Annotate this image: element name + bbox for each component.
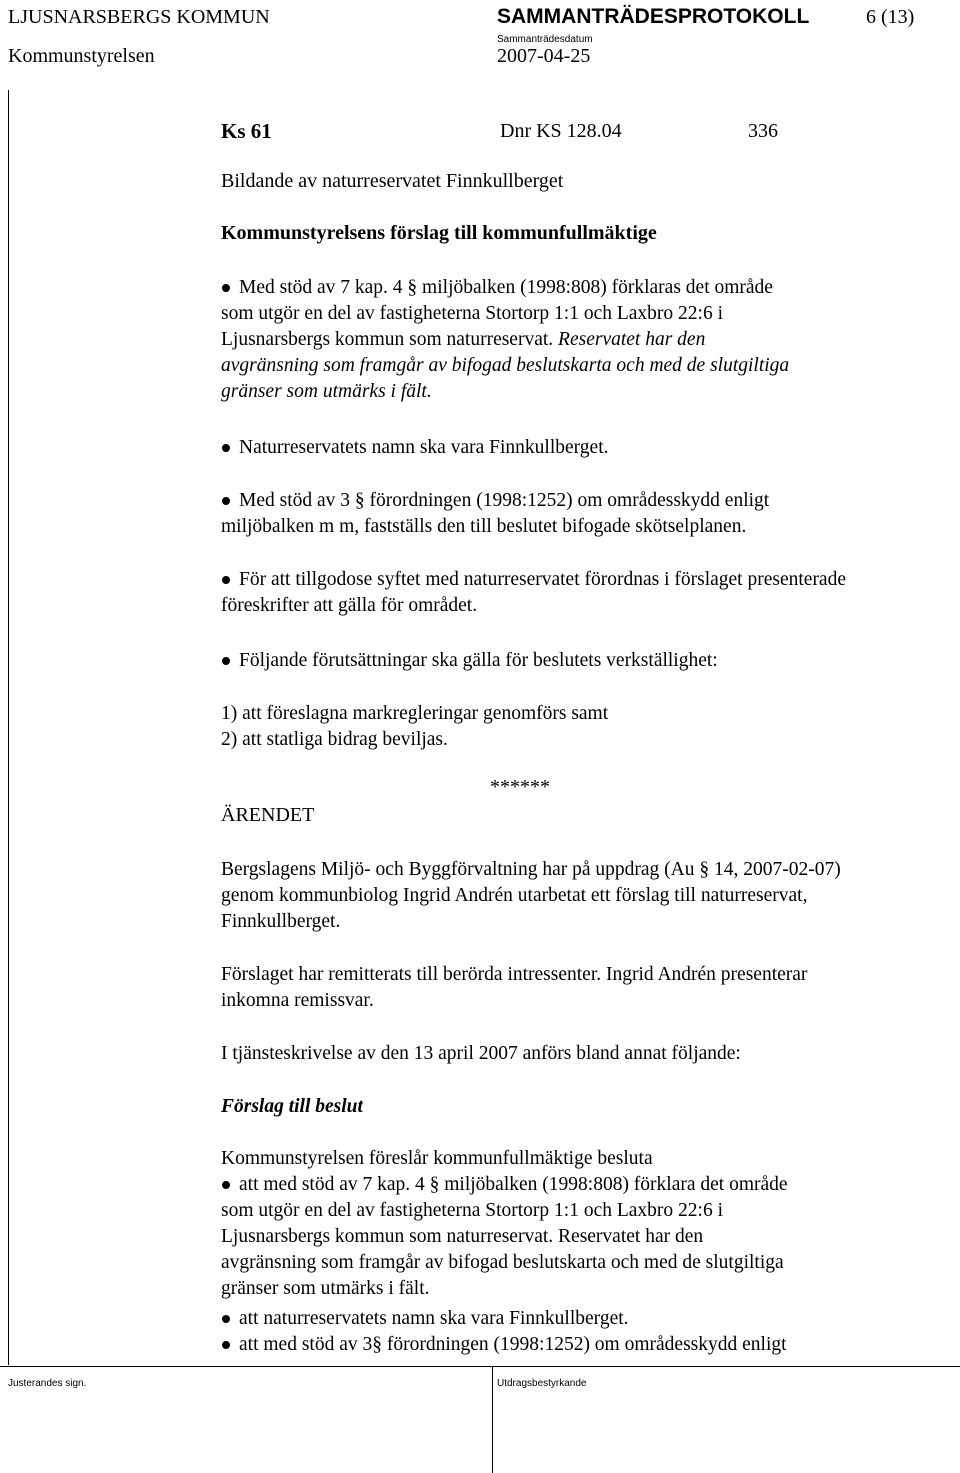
bullet-icon [222,657,230,665]
condition-2: 2) att statliga bidrag beviljas. [221,729,448,750]
proposal-item-1-line: som utgör en del av fastigheterna Stortorp 1:1 och Laxbro 22:6 i [221,303,724,324]
arende-paragraph-4: Kommunstyrelsen föreslår kommunfullmäktige besluta [221,1148,653,1169]
committee-name: Kommunstyrelsen [8,45,155,67]
proposal-item-2: Naturreservatets namn ska vara Finnkullberget. [239,437,609,458]
arende-paragraph-1-line: genom kommunbiolog Ingrid Andrén utarbetat ett förslag till naturreservat, [221,885,808,906]
case-dnr: Dnr KS 128.04 [500,120,622,142]
decision-item-1-line: gränser som utmärks i fält. [221,1278,430,1299]
decision-item-1-line: som utgör en del av fastigheterna Stortorp 1:1 och Laxbro 22:6 i [221,1200,724,1221]
decision-item-3: att med stöd av 3§ förordningen (1998:1252) om områdesskydd enligt [239,1334,787,1355]
case-subtitle: Kommunstyrelsens förslag till kommunfullmäktige [221,222,657,244]
proposal-item-1-line: Ljusnarsbergs kommun som naturreservat. [221,329,554,350]
footer-divider [492,1366,493,1473]
proposal-item-1-line: Med stöd av 7 kap. 4 § miljöbalken (1998:808) förklaras det område [239,277,773,298]
bullet-icon [222,1315,230,1323]
arende-paragraph-3: I tjänsteskrivelse av den 13 april 2007 anförs bland annat följande: [221,1043,741,1064]
arende-paragraph-1-line: Bergslagens Miljö- och Byggförvaltning har på uppdrag (Au § 14, 2007-02-07) [221,859,841,880]
section-heading-arendet: ÄRENDET [221,804,315,826]
proposal-item-1-italic-line: avgränsning som framgår av bifogad beslutskarta och med de slutgiltiga [221,355,790,376]
proposal-item-4 [221,567,846,619]
proposal-item-1-italic-line: gränser som utmärks i fält. [221,381,432,402]
proposal-item-1 [221,275,789,405]
doc-title: SAMMANTRÄDESPROTOKOLL [497,5,810,28]
footer-top-line [0,1366,960,1367]
arende-paragraph-2 [221,962,807,1014]
meeting-date: 2007-04-25 [497,45,591,67]
arende-paragraph-2-line: Förslaget har remitterats till berörda intressenter. Ingrid Andrén presenterar [221,964,808,985]
separator-stars: ****** [490,776,550,798]
condition-1: 1) att föreslagna markregleringar genomförs samt [221,703,609,724]
proposal-item-5: Följande förutsättningar ska gälla för beslutets verkställighet: [239,650,718,671]
bullet-icon [222,1341,230,1349]
date-label: Sammanträdesdatum [497,34,593,45]
left-margin-line [8,90,9,1365]
arende-paragraph-1-line: Finnkullberget. [221,911,341,932]
proposal-item-3 [221,488,769,540]
footer-signature-label: Justerandes sign. [8,1378,87,1389]
case-title: Bildande av naturreservatet Finnkullberget [221,170,564,192]
decision-item-1-line: att med stöd av 7 kap. 4 § miljöbalken (1998:808) förklara det område [239,1174,788,1195]
case-number: Ks 61 [221,119,272,143]
decision-item-1 [221,1172,788,1302]
footer-certification-label: Utdragsbestyrkande [497,1378,587,1389]
arende-paragraph-2-line: inkomna remissvar. [221,990,374,1011]
arende-paragraph-1 [221,857,841,935]
case-ref: 336 [748,120,778,142]
decision-item-1-line: Ljusnarsbergs kommun som naturreservat. Reservatet har den [221,1226,704,1247]
decision-item-1-line: avgränsning som framgår av bifogad beslutskarta och med de slutgiltiga [221,1252,784,1273]
page-number: 6 (13) [866,6,915,28]
proposal-item-1-italic: Reservatet har den [558,329,706,350]
bullet-icon [222,444,230,452]
decision-item-2: att naturreservatets namn ska vara Finnkullberget. [239,1308,629,1329]
org-name: LJUSNARSBERGS KOMMUN [8,6,270,28]
proposal-item-4-line: För att tillgodose syftet med naturreservatet förordnas i förslaget presenterade [239,569,846,590]
proposal-item-3-line: miljöbalken m m, fastställs den till beslutet bifogade skötselplanen. [221,516,747,537]
section-heading-forslag: Förslag till beslut [221,1096,363,1117]
proposal-item-3-line: Med stöd av 3 § förordningen (1998:1252) om områdesskydd enligt [239,490,770,511]
proposal-item-4-line: föreskrifter att gälla för området. [221,595,478,616]
